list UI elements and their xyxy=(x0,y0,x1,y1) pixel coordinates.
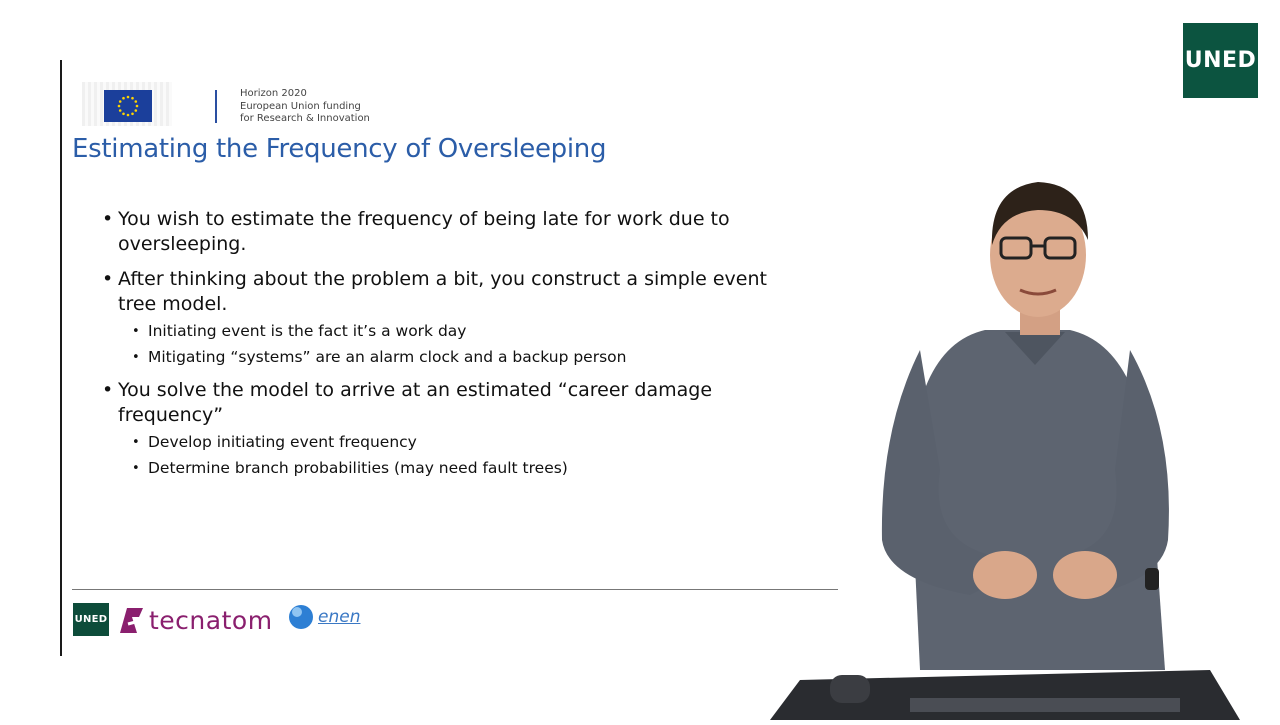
tecnatom-mark-icon xyxy=(117,605,145,635)
bullet-item: • You wish to estimate the frequency of being late for work due to oversleeping. xyxy=(100,207,780,257)
enen-wordmark: enen xyxy=(318,607,361,627)
tecnatom-logo xyxy=(117,603,273,637)
header-divider xyxy=(215,90,217,123)
left-border-rule xyxy=(60,60,62,656)
funding-line: European Union funding xyxy=(240,100,361,112)
bullet-group xyxy=(100,378,780,479)
sub-bullet-item: • Mitigating “systems” are an alarm clock and a backup person xyxy=(100,347,780,368)
sub-bullet-item: • Determine branch probabilities (may need fault trees) xyxy=(100,458,780,479)
bullet-item: • You solve the model to arrive at an estimated “career damage frequency” xyxy=(100,378,780,428)
presenter-video xyxy=(770,170,1280,720)
bullet-group xyxy=(100,267,780,368)
program-name: Horizon 2020 xyxy=(240,88,307,99)
bullet-item: • After thinking about the problem a bit, you construct a simple event tree model. xyxy=(100,267,780,317)
bullet-group xyxy=(100,207,780,257)
enen-logo xyxy=(286,602,360,632)
uned-corner-logo: UNED xyxy=(1183,23,1258,98)
purpose-line: for Research & Innovation xyxy=(240,113,370,124)
enen-globe-icon xyxy=(286,602,316,632)
slide-title: Estimating the Frequency of Oversleeping xyxy=(72,134,607,164)
bullet-list xyxy=(100,207,780,489)
tecnatom-wordmark: tecnatom xyxy=(149,605,273,635)
sub-bullet-item: • Develop initiating event frequency xyxy=(100,432,780,453)
footer-rule xyxy=(72,589,838,590)
eu-flag-icon xyxy=(104,90,152,122)
uned-footer-logo: UNED xyxy=(73,603,109,636)
eu-funding-text xyxy=(240,88,370,126)
sub-bullet-item: • Initiating event is the fact it’s a work day xyxy=(100,321,780,342)
